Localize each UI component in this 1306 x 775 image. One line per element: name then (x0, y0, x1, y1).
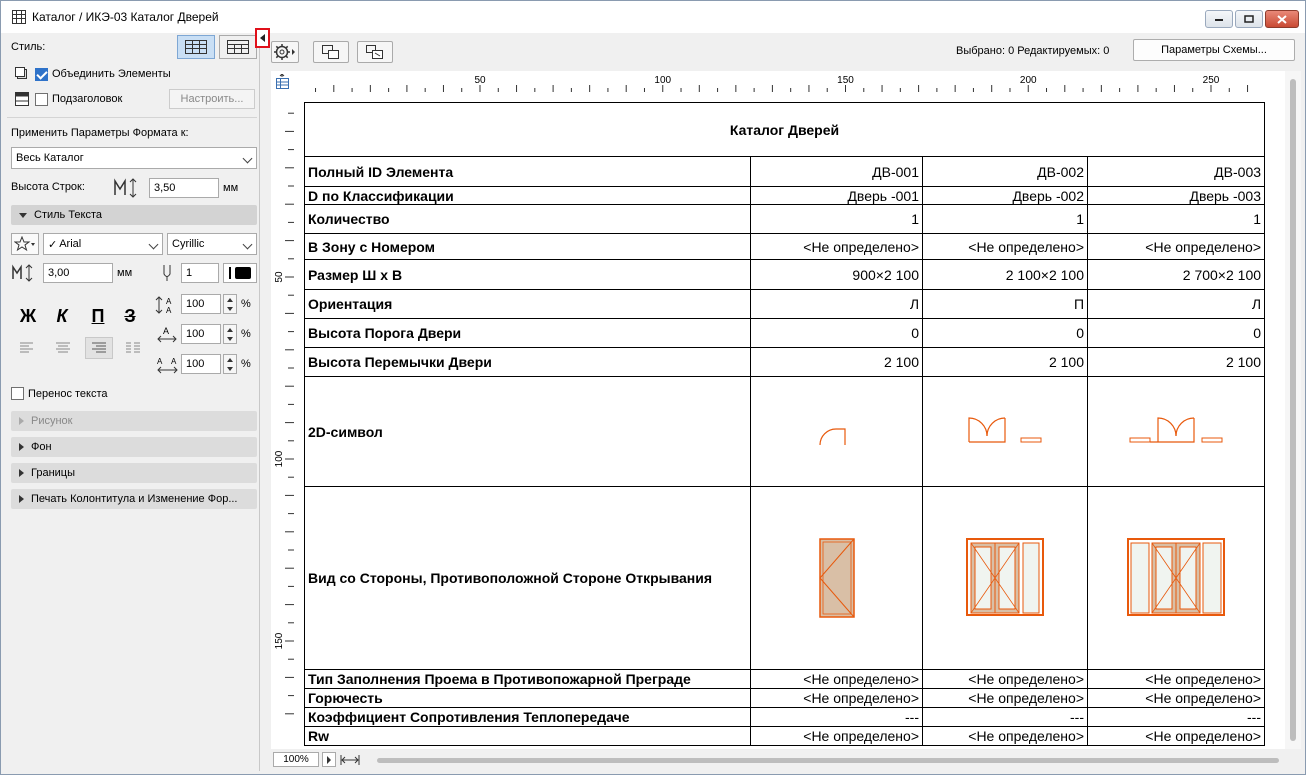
strikethrough-button[interactable]: З (124, 306, 136, 326)
divider (7, 117, 257, 118)
door-elevation-icon (817, 535, 857, 619)
svg-text:A: A (163, 326, 170, 336)
wrap-text-label: Перенос текста (28, 387, 108, 400)
pen-icon (160, 264, 174, 282)
symbol-cell[interactable] (1088, 377, 1265, 487)
section-picture-label: Рисунок (31, 415, 73, 427)
ruler-label: 100 (654, 75, 672, 86)
char-spacing-unit: % (241, 358, 251, 370)
cell-value[interactable]: 2 700×2 100 (1088, 260, 1265, 290)
cell-value[interactable]: 0 (751, 319, 923, 348)
ruler-label: 50 (274, 271, 285, 283)
cell-value[interactable]: 1 (1088, 205, 1265, 234)
table-row[interactable] (305, 689, 1265, 708)
ruler-label: 50 (474, 75, 486, 86)
merge-elements-label: Объединить Элементы (52, 68, 171, 80)
ruler-corner[interactable] (271, 71, 295, 93)
fit-width-button[interactable] (339, 752, 361, 767)
maximize-icon (1244, 15, 1254, 23)
row-label: Размер Ш х В (305, 260, 751, 290)
align-right-icon (91, 341, 107, 355)
row-height-input[interactable]: 3,50 (149, 178, 219, 198)
grid-alt-icon (227, 40, 249, 54)
cell-value[interactable]: Л (1088, 290, 1265, 319)
cell-value[interactable]: <Не определено> (1088, 727, 1265, 746)
row-label: Горючесть (305, 689, 751, 708)
subheader-icon (15, 92, 29, 106)
cell-value[interactable]: 900×2 100 (751, 260, 923, 290)
cell-value[interactable]: ДВ-001 (751, 157, 923, 187)
font-size-input[interactable]: 3,00 (43, 263, 113, 283)
vertical-scroll-thumb[interactable] (1290, 79, 1296, 741)
cell-value[interactable]: Дверь -002 (923, 187, 1088, 205)
char-width-icon (155, 324, 181, 346)
line-spacing-stepper[interactable] (223, 294, 237, 314)
favorites-button[interactable] (11, 233, 39, 255)
underline-button[interactable]: П (91, 306, 105, 326)
font-select[interactable] (43, 233, 163, 255)
cell-value[interactable]: ДВ-002 (923, 157, 1088, 187)
cell-value[interactable]: <Не определено> (923, 689, 1088, 708)
row-label: Высота Перемычки Двери (305, 348, 751, 377)
row-label: 2D-символ (305, 377, 751, 487)
table-row[interactable] (305, 234, 1265, 260)
apply-scope-select[interactable] (11, 147, 257, 169)
cell-value[interactable]: --- (923, 708, 1088, 727)
symbol-cell[interactable] (923, 377, 1088, 487)
charset-value: Cyrillic (172, 238, 205, 250)
ruler-label: 250 (1202, 75, 1220, 86)
table-row[interactable] (305, 727, 1265, 746)
door-2d-symbol-icon (1126, 410, 1226, 450)
char-width-input[interactable]: 100 (181, 324, 221, 344)
elevation-cell[interactable] (751, 487, 923, 670)
collapse-panel-button[interactable] (255, 28, 270, 48)
subheader-checkbox[interactable] (35, 93, 48, 106)
cell-value[interactable]: <Не определено> (1088, 689, 1265, 708)
cell-value[interactable]: П (923, 290, 1088, 319)
svg-text:A: A (166, 306, 172, 315)
elevation-cell[interactable] (1088, 487, 1265, 670)
maximize-button[interactable] (1235, 10, 1263, 28)
gear-icon (273, 43, 297, 61)
ruler-label: 200 (1019, 75, 1037, 86)
table-row[interactable] (305, 670, 1265, 689)
cell-value[interactable]: 0 (1088, 319, 1265, 348)
symbol-cell[interactable] (751, 377, 923, 487)
cell-value[interactable]: <Не определено> (923, 727, 1088, 746)
row-height-icon (113, 177, 139, 199)
collapse-left-icon (260, 34, 265, 42)
window-title: Каталог / ИКЭ-03 Каталог Дверей (32, 10, 219, 24)
section-text-style[interactable] (11, 205, 257, 225)
cell-value[interactable]: <Не определено> (751, 234, 923, 260)
section-picture[interactable] (11, 411, 257, 431)
merge-elements-checkbox[interactable] (35, 68, 48, 81)
door-2d-symbol-icon (965, 410, 1045, 450)
zoom-level[interactable]: 100% (273, 752, 319, 767)
door-schedule-table (304, 102, 1265, 746)
cell-value[interactable]: <Не определено> (923, 234, 1088, 260)
align-left-icon[interactable] (19, 341, 35, 355)
row-height-unit: мм (223, 182, 239, 194)
charset-select[interactable] (167, 233, 257, 255)
schedule-params-button[interactable]: Параметры Схемы... (1133, 39, 1295, 61)
expand-right-icon (19, 495, 24, 503)
style-label: Стиль: (11, 41, 46, 53)
section-borders-label: Границы (31, 467, 75, 479)
door-2d-symbol-icon (817, 410, 857, 450)
style-grid-full-button[interactable] (177, 35, 215, 59)
zoom-selection-button[interactable] (357, 41, 393, 63)
cell-value[interactable]: 2 100×2 100 (923, 260, 1088, 290)
section-print-header[interactable] (11, 489, 257, 509)
char-spacing-input[interactable]: 100 (181, 354, 221, 374)
char-width-stepper[interactable] (223, 324, 237, 344)
ruler-label: 150 (837, 75, 854, 86)
grid-full-icon (185, 40, 207, 54)
row-label: Коэффициент Сопротивления Теплопередаче (305, 708, 751, 727)
row-label: D по Классификации (305, 187, 751, 205)
table-row[interactable] (305, 319, 1265, 348)
row-label: Вид со Стороны, Противоположной Стороне Открывания (305, 487, 751, 670)
horizontal-ruler (295, 71, 1285, 93)
font-value: Arial (59, 238, 82, 250)
table-row[interactable] (305, 205, 1265, 234)
zoom-menu-button[interactable] (322, 752, 336, 767)
cell-value[interactable]: Дверь -001 (751, 187, 923, 205)
cell-value[interactable]: <Не определено> (923, 670, 1088, 689)
char-width-unit: % (241, 328, 251, 340)
italic-button[interactable]: К (56, 306, 68, 326)
schedule-title: Каталог Дверей (305, 103, 1265, 157)
section-background-label: Фон (31, 441, 52, 453)
section-background[interactable] (11, 437, 257, 457)
section-text-style-label: Стиль Текста (34, 209, 103, 221)
expand-down-icon (19, 213, 27, 218)
cell-value[interactable]: 1 (923, 205, 1088, 234)
align-center-icon[interactable] (55, 341, 71, 355)
minimize-icon (1214, 16, 1224, 22)
title-bar (1, 1, 1305, 33)
wrap-text-checkbox[interactable] (11, 387, 24, 400)
cell-value[interactable]: 2 100 (923, 348, 1088, 377)
chevron-down-icon (243, 154, 253, 164)
row-label: Высота Порога Двери (305, 319, 751, 348)
schedule-icon (12, 10, 26, 24)
font-check-icon: ✓ (48, 238, 58, 251)
table-row[interactable] (305, 187, 1265, 205)
cell-value[interactable]: 1 (751, 205, 923, 234)
format-panel (5, 33, 259, 771)
table-row[interactable] (305, 290, 1265, 319)
chevron-down-icon (243, 240, 253, 250)
cell-value[interactable]: Дверь -003 (1088, 187, 1265, 205)
minimize-button[interactable] (1205, 10, 1233, 28)
section-print-header-label: Печать Колонтитула и Изменение Фор... (31, 493, 238, 505)
title-row (305, 103, 1265, 157)
svg-text:A: A (166, 297, 172, 306)
pen-color-button[interactable] (223, 263, 257, 283)
align-right-button[interactable] (85, 337, 113, 359)
cell-value[interactable]: 2 100 (1088, 348, 1265, 377)
close-button[interactable] (1265, 10, 1299, 28)
configure-button[interactable]: Настроить... (169, 89, 255, 109)
table-row[interactable] (305, 260, 1265, 290)
cell-value[interactable]: 2 100 (751, 348, 923, 377)
chevron-right-icon (326, 756, 332, 764)
zoom-selection-icon (365, 44, 385, 60)
ruler-label: 150 (274, 632, 285, 650)
merge-icon (15, 67, 29, 81)
char-spacing-icon (155, 354, 181, 376)
char-spacing-stepper[interactable] (223, 354, 237, 374)
cell-value[interactable]: <Не определено> (1088, 234, 1265, 260)
elevation-cell[interactable] (923, 487, 1088, 670)
vertical-ruler (271, 93, 295, 749)
row-label: Полный ID Элемента (305, 157, 751, 187)
pen-color-swatch (235, 267, 251, 279)
row-height-label: Высота Строк: (11, 181, 85, 193)
line-spacing-input[interactable]: 100 (181, 294, 221, 314)
cell-value[interactable]: <Не определено> (1088, 670, 1265, 689)
fit-view-icon (321, 44, 341, 60)
row-label: Ориентация (305, 290, 751, 319)
close-icon (1277, 15, 1287, 24)
star-icon (14, 236, 36, 252)
line-spacing-unit: % (241, 298, 251, 310)
expand-right-icon (19, 417, 24, 425)
section-borders[interactable] (11, 463, 257, 483)
expand-right-icon (19, 469, 24, 477)
cell-value[interactable]: --- (751, 708, 923, 727)
door-elevation-icon (1126, 537, 1226, 617)
chevron-down-icon (149, 240, 159, 250)
align-justify-icon[interactable] (125, 341, 141, 355)
ruler-label: 100 (274, 450, 285, 468)
apply-format-label: Применить Параметры Формата к: (11, 127, 189, 139)
horizontal-scroll-thumb[interactable] (377, 758, 1279, 763)
table-row[interactable] (305, 377, 1265, 487)
bold-button[interactable]: Ж (19, 306, 37, 326)
font-size-icon (11, 263, 37, 283)
cell-value[interactable]: ДВ-003 (1088, 157, 1265, 187)
expand-right-icon (19, 443, 24, 451)
cell-value[interactable]: <Не определено> (751, 727, 923, 746)
fit-width-icon (340, 754, 360, 766)
apply-scope-value: Весь Каталог (16, 152, 84, 164)
table-row[interactable] (305, 157, 1265, 187)
ruler-origin-icon (274, 74, 292, 90)
zoom-fit-button[interactable] (313, 41, 349, 63)
style-grid-alt-button[interactable] (219, 35, 257, 59)
panel-splitter[interactable] (259, 33, 260, 771)
cell-value[interactable]: Л (751, 290, 923, 319)
pen-input[interactable]: 1 (181, 263, 219, 283)
row-label: Количество (305, 205, 751, 234)
selection-status: Выбрано: 0 Редактируемых: 0 (956, 45, 1110, 57)
table-row[interactable] (305, 487, 1265, 670)
font-size-unit: мм (117, 267, 133, 279)
svg-text:A: A (171, 357, 177, 366)
cell-value[interactable]: --- (1088, 708, 1265, 727)
row-label: В Зону с Номером (305, 234, 751, 260)
table-row[interactable] (305, 708, 1265, 727)
row-label: Тип Заполнения Проема в Противопожарной Преграде (305, 670, 751, 689)
cell-value[interactable]: 0 (923, 319, 1088, 348)
line-spacing-icon (155, 294, 181, 316)
cell-value[interactable]: <Не определено> (751, 689, 923, 708)
subheader-label: Подзаголовок (52, 93, 123, 105)
table-row[interactable] (305, 348, 1265, 377)
svg-text:A: A (157, 357, 163, 366)
settings-button[interactable] (271, 41, 299, 63)
cell-value[interactable]: <Не определено> (751, 670, 923, 689)
row-label: Rw (305, 727, 751, 746)
door-elevation-icon (965, 537, 1045, 617)
